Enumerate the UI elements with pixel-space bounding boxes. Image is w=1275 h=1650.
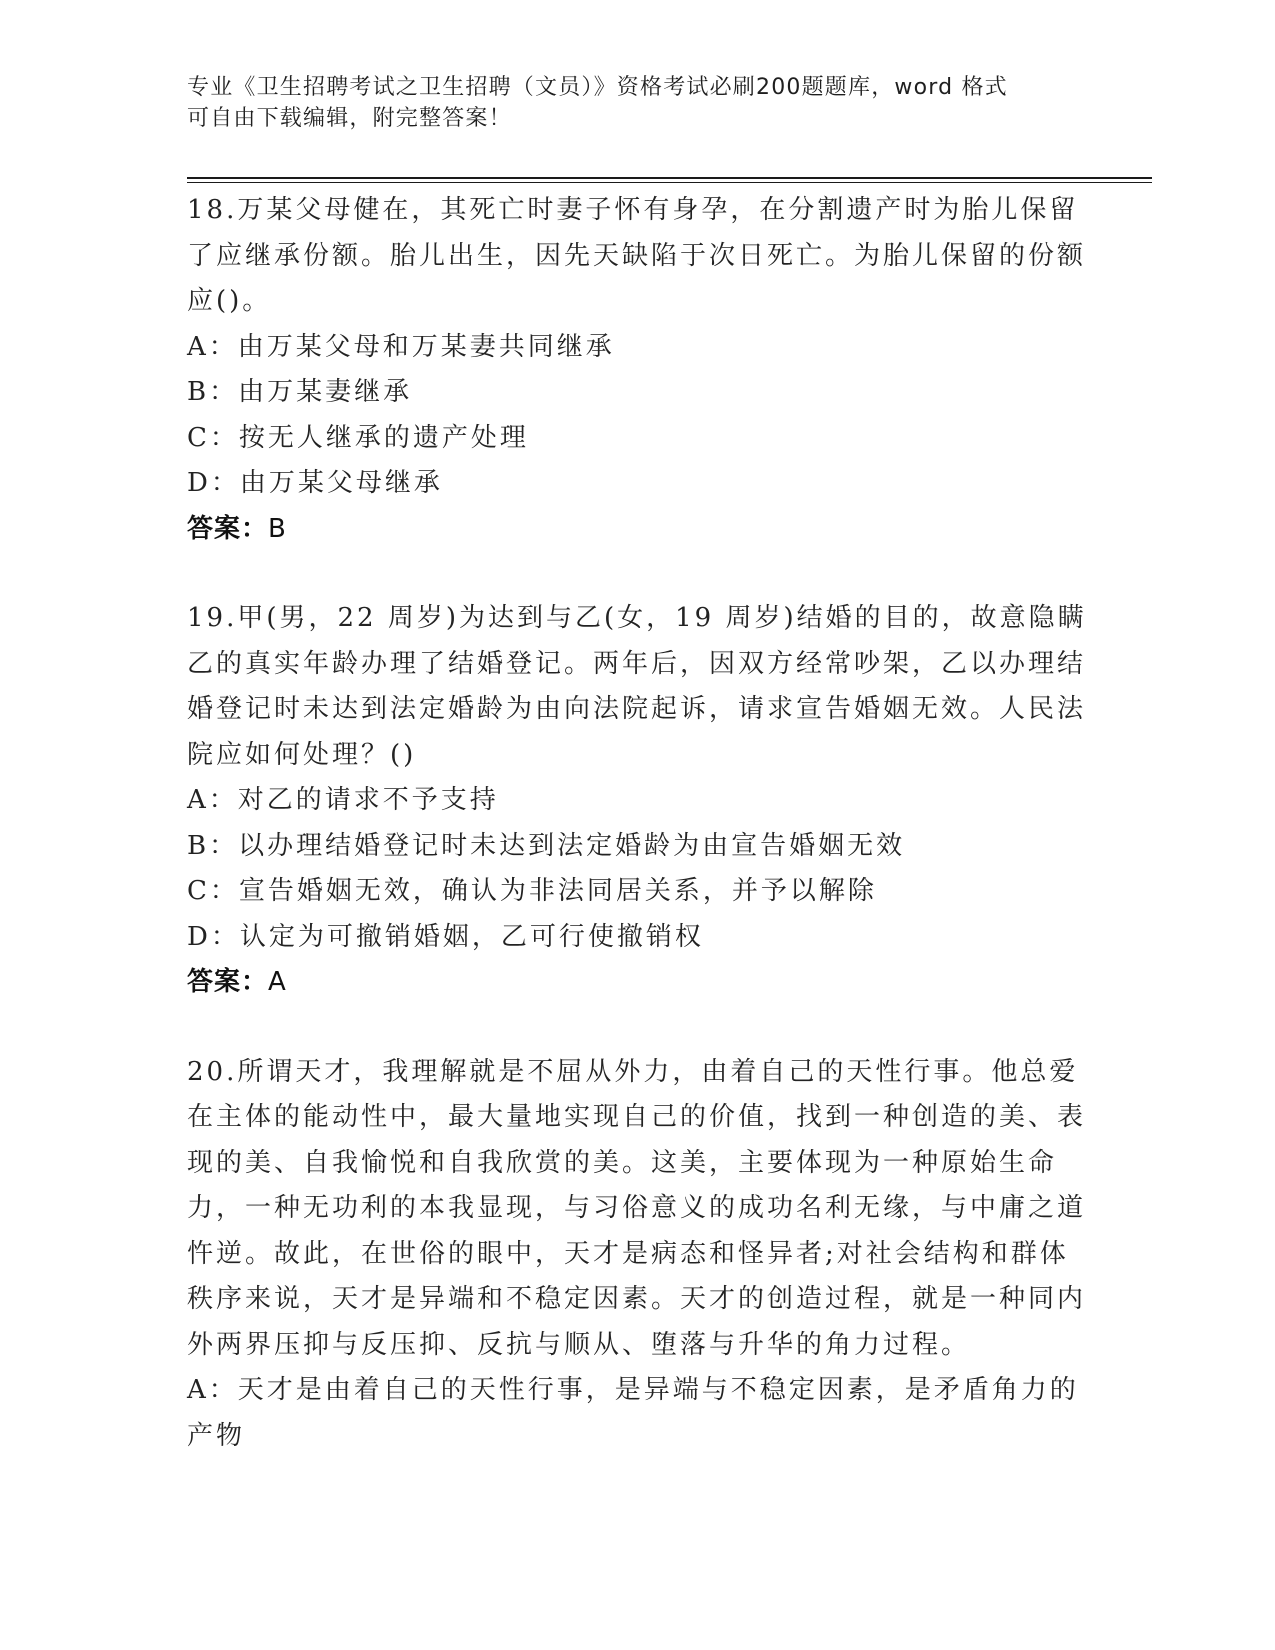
option-c: C：按无人继承的遗产处理 [187, 422, 529, 453]
document-header [187, 72, 1087, 134]
question-20 [187, 1050, 1087, 1460]
option-d: D：由万某父母继承 [187, 468, 443, 498]
answer-value: A [268, 967, 287, 997]
option-d: D：认定为可撤销婚姻，乙可行使撤销权 [187, 921, 704, 952]
option-c: C：宣告婚姻无效，确认为非法同居关系，并予以解除 [187, 876, 877, 906]
header-line-1: 专业《卫生招聘考试之卫生招聘（文员）》资格考试必刷200题题库，word 格式 [187, 75, 1008, 100]
question-19 [187, 596, 1087, 1006]
question-stem: 19.甲(男，22 周岁)为达到与乙(女，19 周岁)结婚的目的，故意隐瞒乙的真实年龄办理了结婚登记。两年后，因双方经常吵架，乙以办理结婚登记时未达到法定婚龄为由向法院起诉，请求宣告婚姻无效。人民法院应如何处理？() [187, 603, 1087, 770]
header-line-2: 可自由下载编辑，附完整答案！ [187, 106, 512, 131]
option-a: A：由万某父母和万某妻共同继承 [187, 331, 615, 362]
option-b: B：以办理结婚登记时未达到法定婚龄为由宣告婚姻无效 [187, 830, 906, 861]
answer-line [187, 507, 1087, 553]
question-stem: 20.所谓天才，我理解就是不屈从外力，由着自己的天性行事。他总爱在主体的能动性中，最大量地实现自己的价值，找到一种创造的美、表现的美、自我愉悦和自我欣赏的美。这美，主要体现为一种原始生命力，一种无功利的本我显现，与习俗意义的成功名利无缘，与中庸之道忤逆。故此，在世俗的眼中，天才是病态和怪异者;对社会结构和群体秩序来说，天才是异端和不稳定因素。天才的创造过程，就是一种同内外两界压抑与反压抑、反抗与顺从、堕落与升华的角力过程。 [187, 1056, 1087, 1360]
answer-value: B [268, 513, 287, 544]
question-list [187, 188, 1087, 1503]
option-a: A：天才是由着自己的天性行事，是异端与不稳定因素，是矛盾角力的产物 [187, 1375, 1079, 1451]
question-18 [187, 188, 1087, 552]
answer-label: 答案： [187, 513, 269, 544]
header-divider-thick [187, 177, 1152, 179]
answer-line [187, 960, 1087, 1006]
answer-label: 答案： [187, 967, 269, 997]
header-divider-thin [187, 182, 1152, 183]
question-stem: 18.万某父母健在，其死亡时妻子怀有身孕，在分割遗产时为胎儿保留了应继承份额。胎儿出生，因先天缺陷于次日死亡。为胎儿保留的份额应()。 [187, 195, 1087, 316]
option-b: B：由万某妻继承 [187, 377, 413, 407]
option-a: A：对乙的请求不予支持 [187, 785, 499, 815]
